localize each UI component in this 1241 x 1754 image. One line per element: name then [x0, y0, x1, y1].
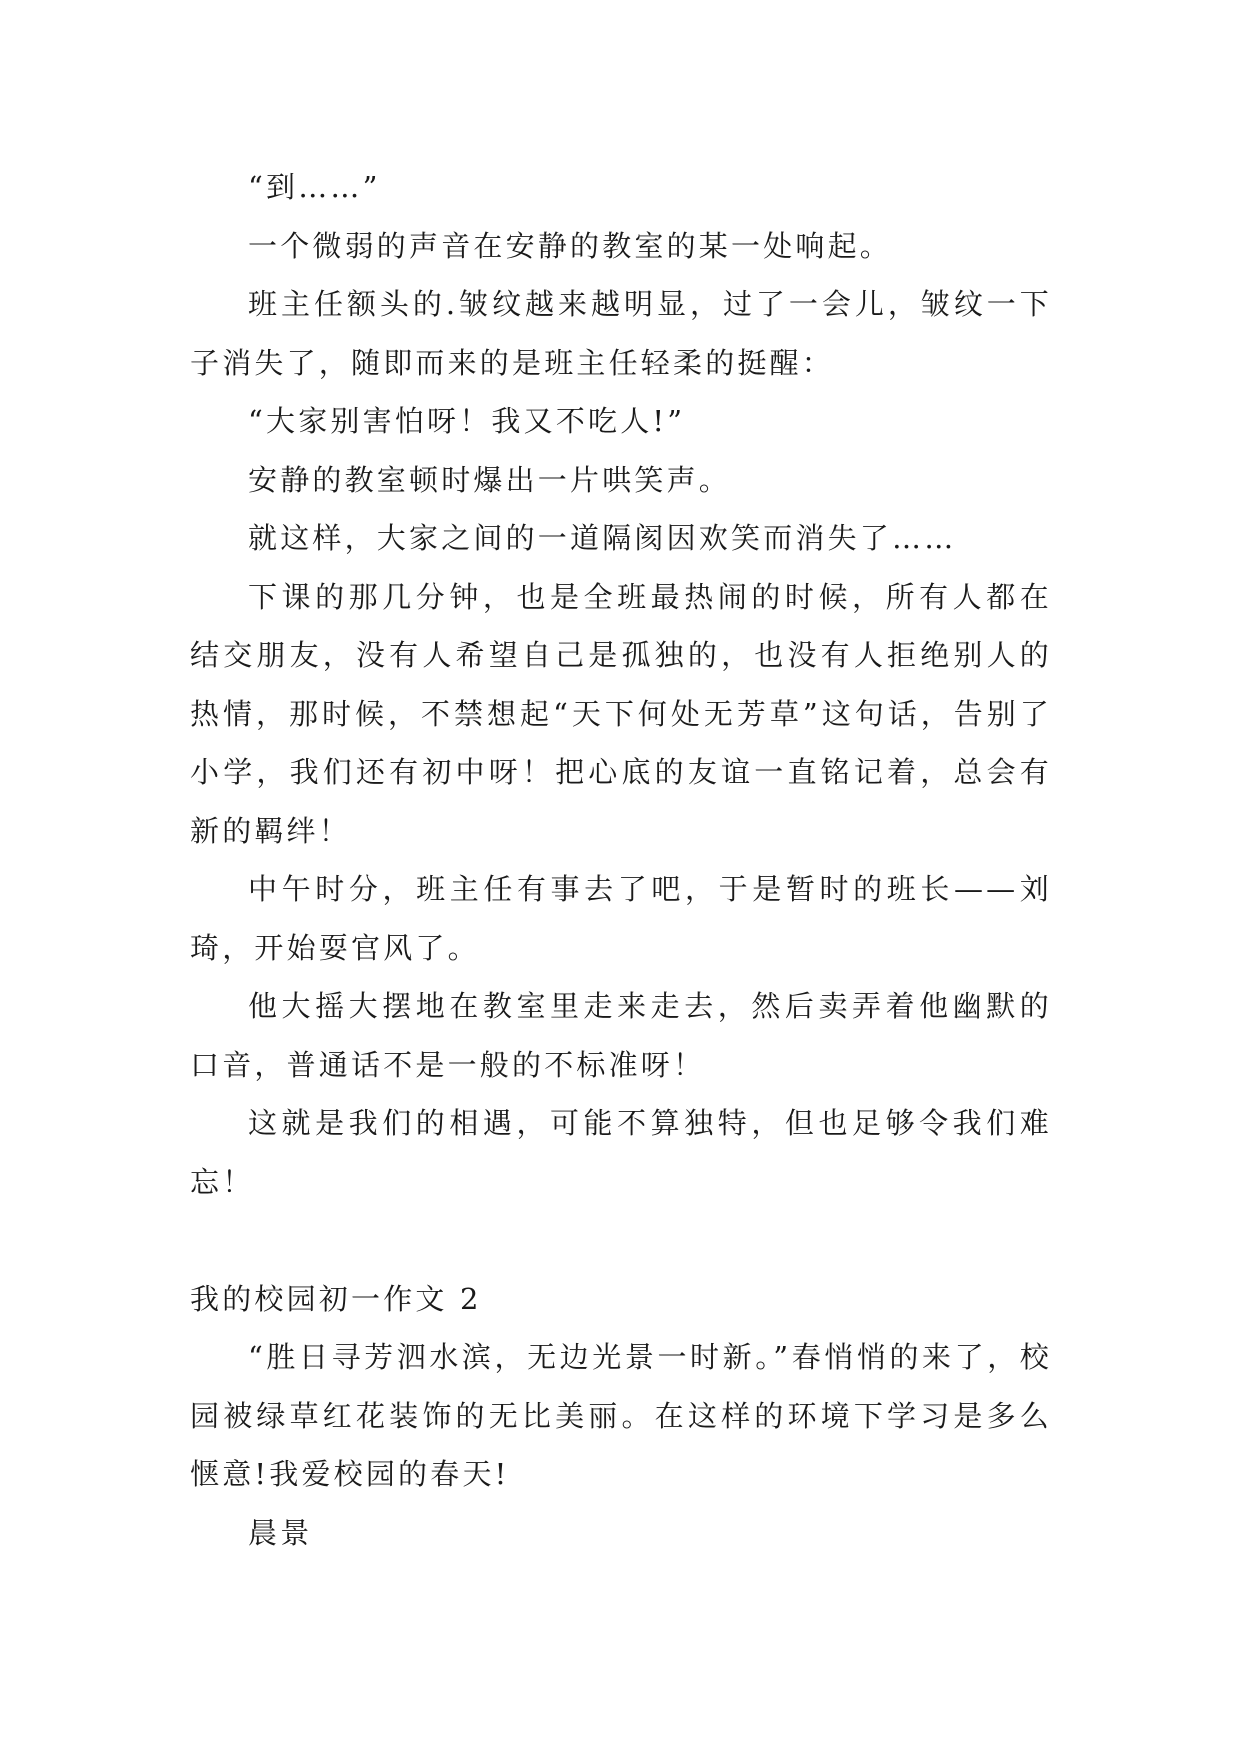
paragraph: 一个微弱的声音在安静的教室的某一处响起。 — [248, 228, 893, 263]
paragraph: 他大摇大摆地在教室里走来走去，然后卖弄着他幽默的口音，普通话不是一般的不标准呀！ — [190, 989, 1052, 1082]
paragraph: 中午时分，班主任有事去了吧，于是暂时的班长——刘琦，开始耍官风了。 — [190, 872, 1052, 965]
paragraph: 这就是我们的相遇，可能不算独特，但也足够令我们难忘！ — [190, 1106, 1052, 1199]
paragraph: 安静的教室顿时爆出一片哄笑声。 — [248, 462, 732, 497]
paragraph: 就这样，大家之间的一道隔阂因欢笑而消失了…… — [248, 521, 957, 555]
document-body — [190, 158, 1052, 1562]
paragraph: 晨景 — [248, 1515, 313, 1550]
paragraph: 下课的那几分钟，也是全班最热闹的时候，所有人都在结交朋友，没有人希望自己是孤独的，也没有人拒绝别人的热情，那时候，不禁想起“天下何处无芳草”这句话，告别了小学，我们还有初中呀！把心底的友谊一直铭记着，总会有新的羁绊！ — [190, 579, 1052, 848]
section-title: 我的校园初一作文 2 — [190, 1281, 482, 1316]
paragraph: 班主任额头的.皱纹越来越明显，过了一会儿，皱纹一下子消失了，随即而来的是班主任轻柔的挺醒： — [190, 287, 1052, 380]
paragraph: “大家别害怕呀！我又不吃人!” — [248, 404, 686, 438]
paragraph: “到……” — [248, 170, 381, 204]
paragraph: “胜日寻芳泗水滨，无边光景一时新。”春悄悄的来了，校园被绿草红花装饰的无比美丽。在这样的环境下学习是多么惬意!我爱校园的春天! — [190, 1340, 1052, 1491]
